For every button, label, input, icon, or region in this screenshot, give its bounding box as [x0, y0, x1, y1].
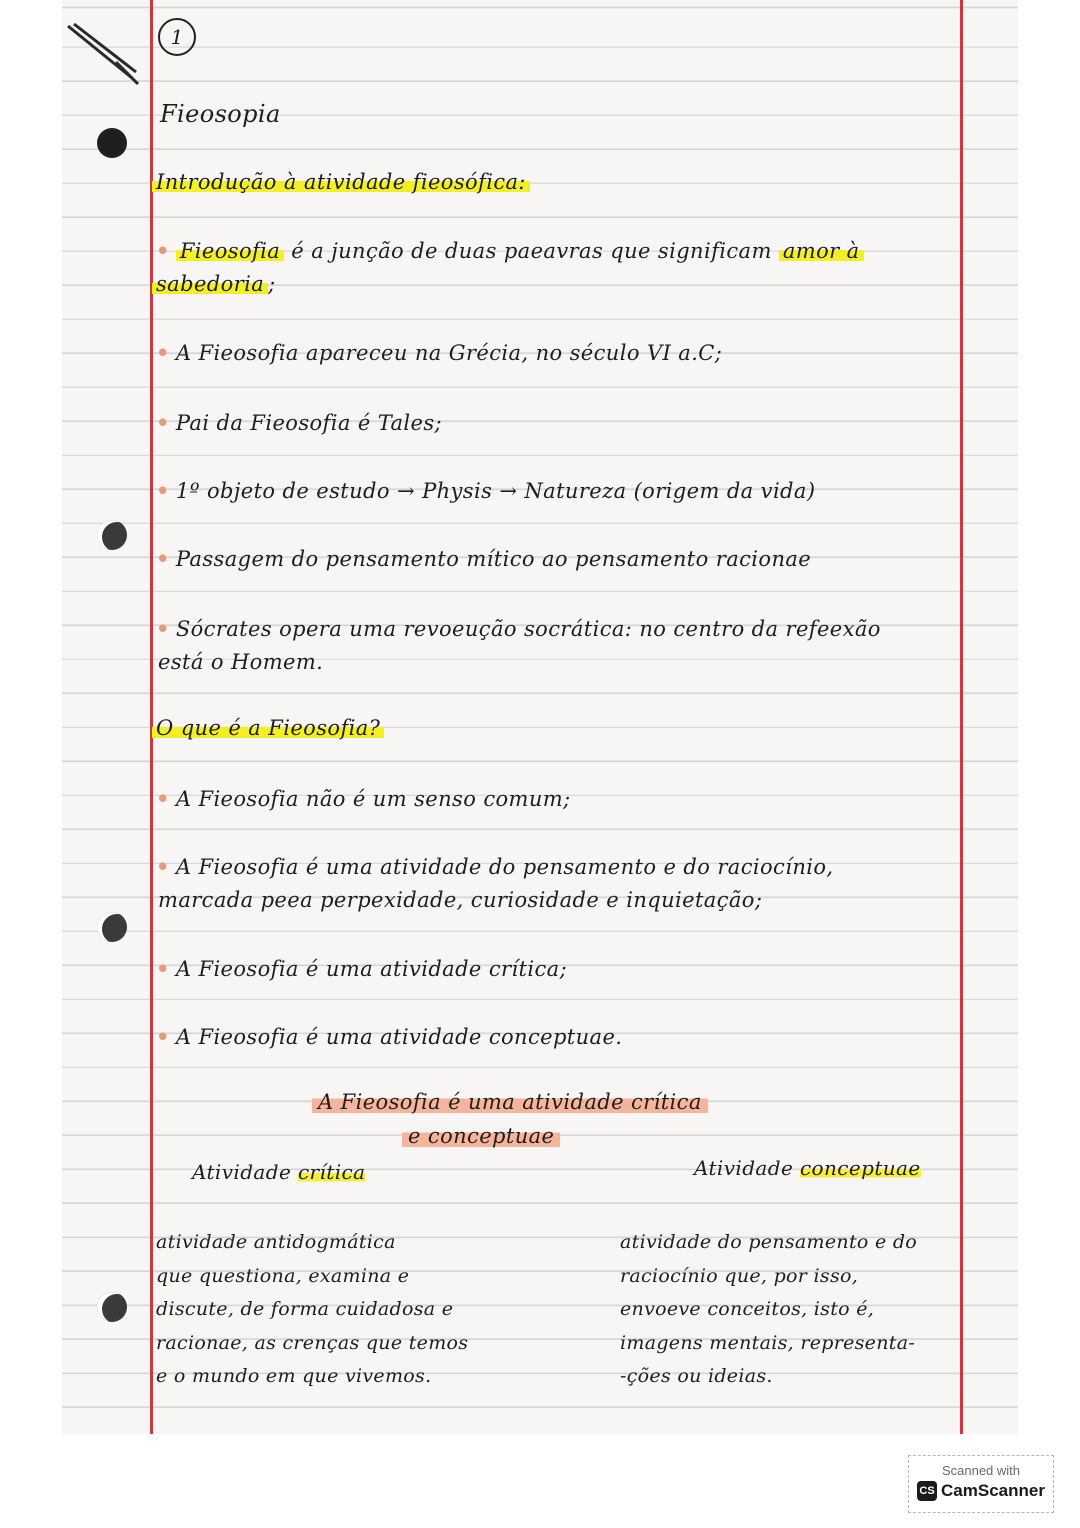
bullet-item: • Pai da Fieosofia é Tales; — [156, 410, 443, 435]
camscanner-stamp — [908, 1455, 1054, 1513]
column-line: racionae, as crenças que temos — [156, 1331, 469, 1354]
bullet-dot: • — [156, 238, 170, 263]
section-heading-what: O que é a Fieosofia? — [152, 718, 384, 739]
binder-hole — [97, 1292, 127, 1322]
bullet-item: • Fieosofia é a junção de duas paeavras que significam amor à — [156, 240, 864, 262]
bullet-item: • A Fieosofia é uma atividade crítica; — [156, 956, 568, 981]
section-heading-activity: A Fieosofia é uma atividade crítica — [312, 1092, 708, 1113]
bullet-dot: • — [156, 340, 170, 365]
bullet-dot: • — [156, 546, 170, 571]
pencil-mark — [66, 22, 146, 92]
bullet-dot: • — [156, 956, 170, 981]
camscanner-logo-icon: CS — [917, 1481, 937, 1501]
right-margin-line — [960, 0, 963, 1434]
bullet-item: • A Fieosofia não é um senso comum; — [156, 786, 571, 811]
bullet-dot: • — [156, 854, 170, 879]
stamp-caption: Scanned with — [941, 1463, 1021, 1478]
column-line: atividade antidogmática — [156, 1231, 396, 1253]
bullet-item: • 1º objeto de estudo → Physis → Natureza (origem da vida) — [156, 478, 816, 503]
bullet-dot: • — [156, 786, 170, 811]
section-heading-intro: Introdução à atividade fieosófica: — [152, 172, 530, 193]
column-line: envoeve conceitos, isto é, — [620, 1298, 875, 1320]
stamp-brand-name: CamScanner — [941, 1481, 1045, 1500]
bullet-dot: • — [156, 1024, 170, 1049]
column-line: imagens mentais, representa- — [620, 1331, 916, 1354]
bullet-item: • A Fieosofia é uma atividade do pensamento e do raciocínio, — [156, 854, 834, 879]
bullet-dot: • — [156, 478, 170, 503]
bullet-item: • A Fieosofia é uma atividade conceptuae. — [156, 1024, 623, 1049]
column-title-critica: Atividade crítica — [192, 1160, 366, 1184]
column-line: atividade do pensamento e do — [620, 1231, 918, 1253]
bullet-dot: • — [156, 410, 170, 435]
left-column-text — [156, 1226, 468, 1394]
bullet-item: • A Fieosofia apareceu na Grécia, no século VI a.C; — [156, 340, 723, 365]
column-line: -ções ou ideias. — [620, 1365, 773, 1387]
column-title-conceptuae: Atividade conceptuae — [694, 1156, 921, 1180]
binder-hole — [97, 912, 127, 942]
binder-hole — [97, 128, 127, 158]
column-line: discute, de forma cuidadosa e — [156, 1298, 454, 1320]
binder-hole — [97, 520, 127, 550]
bullet-continuation: está o Homem. — [158, 650, 324, 674]
bullet-continuation: sabedoria ; — [152, 274, 276, 295]
column-line: raciocínio que, por isso, — [620, 1264, 859, 1287]
stamp-brand — [909, 1481, 1053, 1501]
column-line: que questiona, examina e — [156, 1264, 410, 1287]
right-column-text — [620, 1226, 917, 1394]
bullet-item: • Sócrates opera uma revoeução socrática: no centro da refeexão — [156, 616, 881, 641]
bullet-item: • Passagem do pensamento mítico ao pensamento racionae — [156, 546, 812, 571]
column-line: e o mundo em que vivemos. — [156, 1365, 432, 1387]
page-number: 1 — [158, 18, 196, 56]
bullet-dot: • — [156, 616, 170, 641]
page-title: Fieosopia — [160, 100, 281, 128]
section-heading-activity-line2: e conceptuae — [402, 1126, 560, 1147]
bullet-continuation: marcada peea perpexidade, curiosidade e inquietação; — [158, 888, 763, 912]
